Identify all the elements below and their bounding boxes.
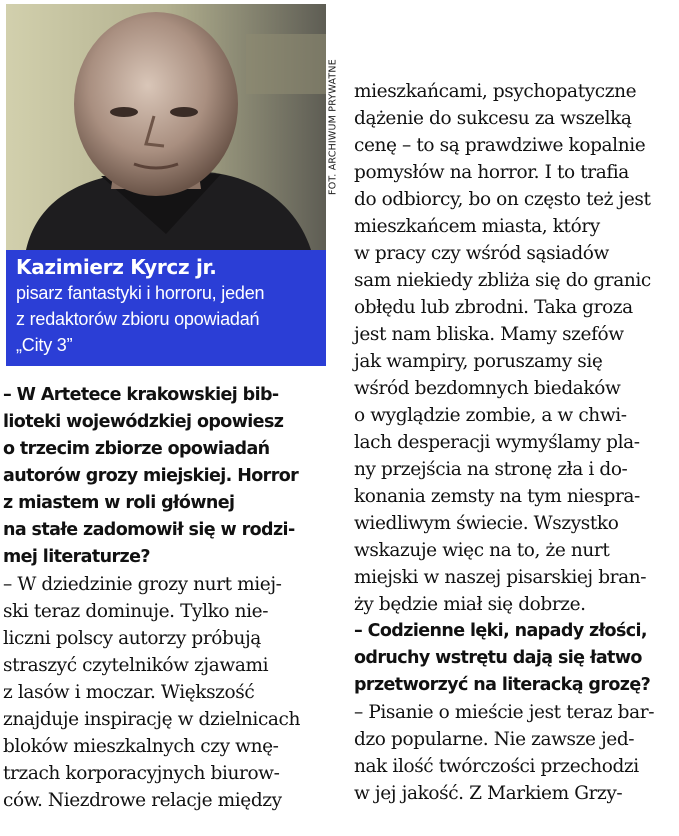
question-line: autorów grozy miejskiej. Horror [3,466,299,486]
author-caption-box [6,250,326,366]
answer-line: ży będzie miał się dobrze. [354,594,586,615]
question-line: na stałe zadomowił się w rodzi- [3,520,295,540]
answer-line: jest nam bliska. Mamy szefów [354,324,624,345]
answer-line: mieszkańcami, psychopatyczne [354,81,637,102]
portrait-photo [6,4,326,250]
question-line: lioteki wojewódzkiej opowiesz [3,412,284,432]
answer-line: straszyć czytelników zjawami [3,655,269,676]
answer-line: cenę – to są prawdziwe kopalnie [354,135,646,156]
answer-line: miejski w naszej pisarskiej bran- [354,567,647,588]
answer-line: – Pisanie o mieście jest teraz bar- [354,702,655,723]
answer-line: ców. Niezdrowe relacje między [3,790,282,811]
interview-question-1 [3,382,333,571]
left-column [3,382,333,814]
question-line: – Codzienne lęki, napady złości, [354,621,647,641]
answer-line: nak ilość twórczości przechodzi [354,756,639,777]
answer-line: dążenie do sukcesu za wszelką [354,108,632,129]
author-description-line: pisarz fantastyki i horroru, jeden [16,283,265,303]
answer-line: z lasów i moczar. Większość [3,682,255,703]
answer-line: liczni polscy autorzy próbują [3,628,261,649]
answer-line: ny przejścia na stronę zła i do- [354,459,628,480]
author-name: Kazimierz Kyrcz jr. [16,255,217,279]
answer-line: ski teraz dominuje. Tylko nie- [3,601,269,622]
answer-line: – W dziedzinie grozy nurt miej- [3,574,282,595]
interview-answer-2 [354,699,679,807]
answer-line: konania zemsty na tym niespra- [354,486,640,507]
right-column [354,78,679,807]
answer-line: wśród bezdomnych biedaków [354,378,621,399]
answer-line: do odbiorcy, bo on często też jest [354,189,651,210]
question-line: odruchy wstrętu dają się łatwo [354,648,642,668]
interview-question-2 [354,618,679,699]
interview-answer-1-continued [354,78,679,618]
answer-line: o wyglądzie zombie, a w chwi- [354,405,627,426]
answer-line: obłędu lub zbrodni. Taka groza [354,297,633,318]
author-description-line: „City 3” [16,335,73,355]
answer-line: lach desperacji wymyślamy pla- [354,432,640,453]
photo-credit: FOT. ARCHIWUM PRYWATNE [327,59,339,195]
question-line: – W Artetece krakowskiej bib- [3,385,279,405]
question-line: z miastem w roli głównej [3,493,235,513]
answer-line: wskazuje więc na to, że nurt [354,540,610,561]
question-line: przetworzyć na literacką grozę? [354,675,651,695]
author-description-line: z redaktorów zbioru opowiadań [16,309,260,329]
answer-line: wiedliwym świecie. Wszystko [354,513,619,534]
answer-line: sam niekiedy zbliża się do granic [354,270,651,291]
answer-line: dzo popularne. Nie zawsze jed- [354,729,635,750]
interview-answer-1 [3,571,333,814]
question-line: mej literaturze? [3,547,150,567]
answer-line: w jej jakość. Z Markiem Grzy- [354,783,623,804]
question-line: o trzecim zbiorze opowiadań [3,439,270,459]
answer-line: znajduje inspirację w dzielnicach [3,709,301,730]
answer-line: w pracy czy wśród sąsiadów [354,243,609,264]
answer-line: mieszkańcem miasta, który [354,216,600,237]
answer-line: trzach korporacyjnych biurow- [3,763,280,784]
author-description [16,280,316,358]
answer-line: bloków mieszkalnych czy wnę- [3,736,279,757]
answer-line: pomysłów na horror. I to trafia [354,162,629,183]
answer-line: jak wampiry, poruszamy się [354,351,603,372]
